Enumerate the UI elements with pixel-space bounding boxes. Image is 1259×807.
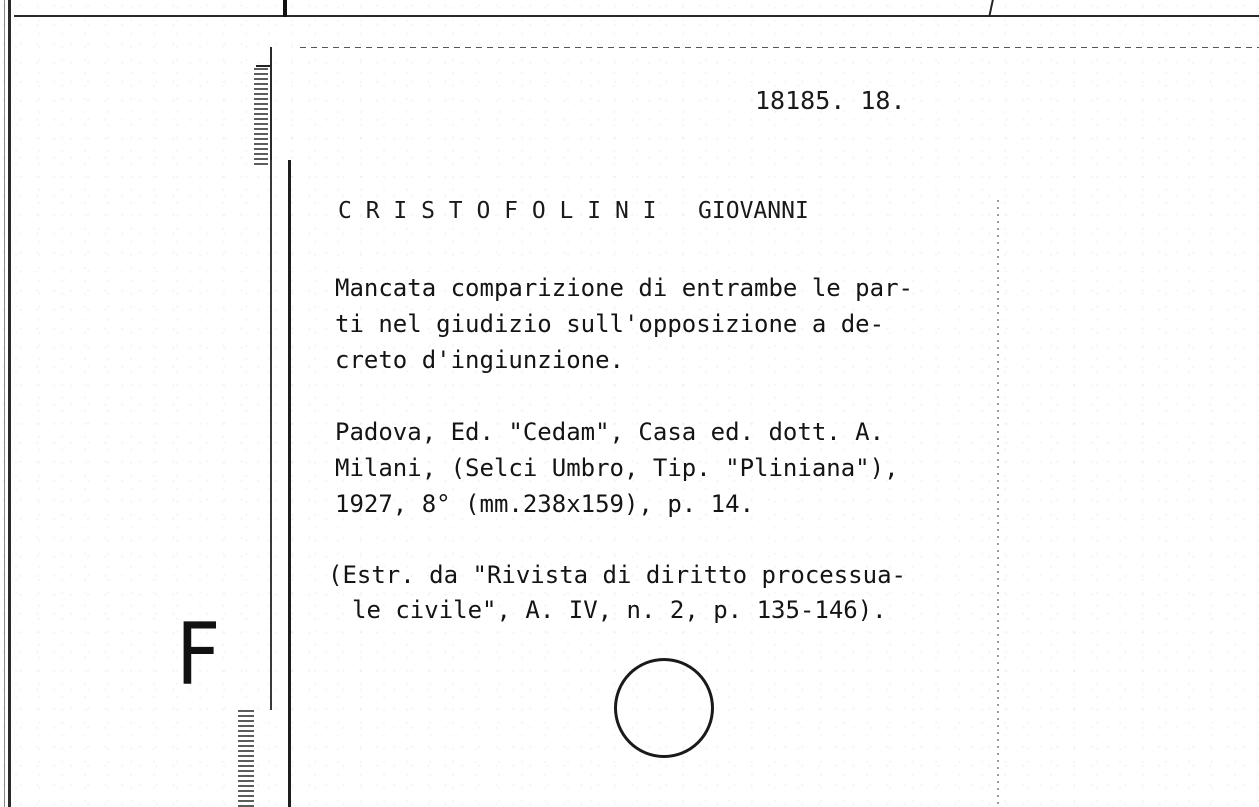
index-tab-lower — [238, 710, 254, 807]
title-line-1: Mancata comparizione di entrambe le par- — [335, 274, 913, 302]
imprint-line-1: Padova, Ed. "Cedam", Casa ed. dott. A. — [335, 418, 885, 446]
author-name: C R I S T O F O L I N I GIOVANNI — [338, 198, 809, 224]
card-inner-edge — [288, 160, 291, 807]
right-dotted-edge — [997, 200, 999, 807]
title-line-3: creto d'ingiunzione. — [335, 346, 624, 374]
tab-tick — [256, 65, 270, 67]
card-upper-left-edge — [270, 47, 272, 167]
imprint-line-2: Milani, (Selci Umbro, Tip. "Pliniana"), — [335, 454, 899, 482]
note-line-1: (Estr. da "Rivista di diritto processua- — [328, 561, 906, 589]
title-line-2: ti nel giudizio sull'opposizione a de- — [335, 310, 885, 338]
index-tab-upper — [254, 65, 268, 165]
side-letter: F — [176, 605, 221, 705]
card-number: 18185. 18. — [755, 86, 906, 115]
left-edge-shadow — [4, 0, 5, 807]
imprint-line-3: 1927, 8° (mm.238x159), p. 14. — [335, 490, 755, 518]
top-bar-mark — [283, 0, 287, 17]
card-left-edge — [270, 160, 272, 710]
punch-hole — [614, 658, 714, 758]
note-line-2: le civile", A. IV, n. 2, p. 135-146). — [352, 596, 887, 624]
card-top-edge — [300, 47, 1259, 48]
left-edge — [8, 0, 11, 807]
top-rule — [14, 15, 1259, 17]
